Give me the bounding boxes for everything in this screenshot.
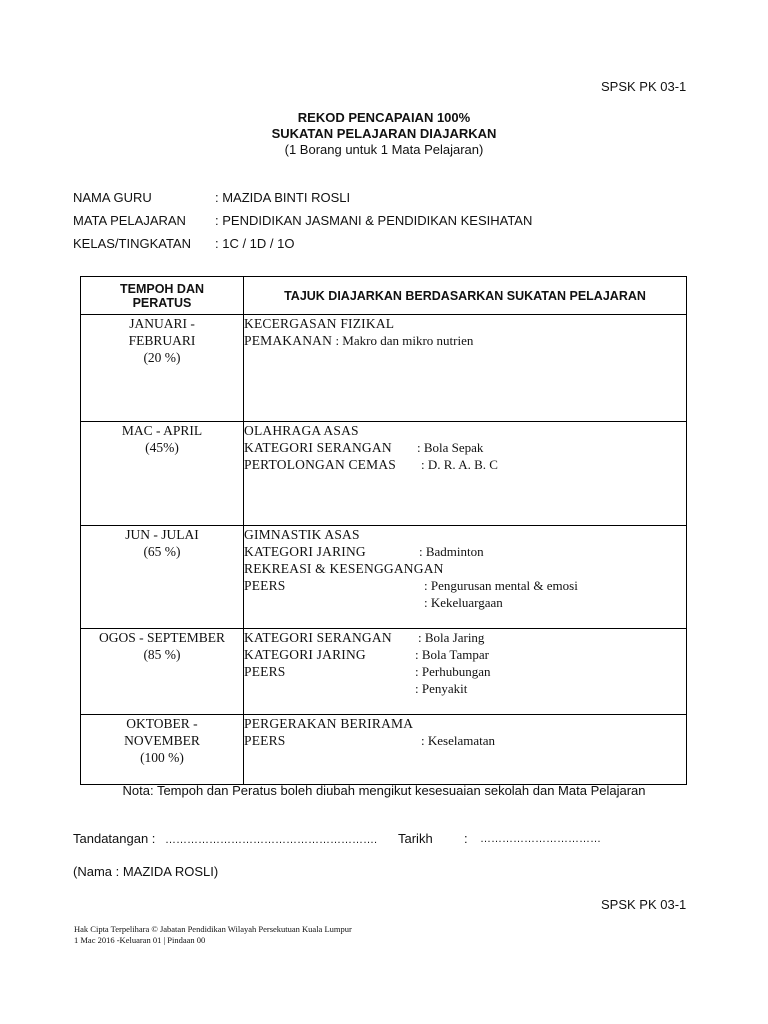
teacher-value: : MAZIDA BINTI ROSLI <box>215 190 351 205</box>
teacher-label: NAMA GURU <box>73 190 152 205</box>
subject-value: : PENDIDIKAN JASMANI & PENDIDIKAN KESIHATAN <box>215 213 533 228</box>
table-row <box>81 526 687 629</box>
topic-heading: GIMNASTIK ASAS <box>244 527 360 542</box>
table-row <box>81 315 687 422</box>
topic-line <box>244 456 686 473</box>
period-line-1: OKTOBER - <box>126 716 198 731</box>
period-name: OGOS - SEPTEMBER <box>98 630 225 645</box>
header-period-line-2: PERATUS <box>132 295 192 310</box>
topic-line <box>244 594 686 611</box>
topic-line <box>244 663 686 680</box>
topic-line <box>244 315 686 332</box>
teacher-row <box>73 190 350 205</box>
topic-line <box>244 629 686 646</box>
class-row <box>73 236 294 251</box>
topic-line <box>244 646 686 663</box>
topic-line <box>244 543 686 560</box>
topic-value: : Penyakit <box>415 681 468 696</box>
topic-line <box>244 439 686 456</box>
title-line-1: REKOD PENCAPAIAN 100% <box>297 110 471 125</box>
period-cell <box>81 715 244 785</box>
table-row <box>81 422 687 526</box>
period-cell <box>81 526 244 629</box>
topic-label: KATEGORI SERANGAN <box>244 440 392 455</box>
topic-heading: KECERGASAN FIZIKAL <box>244 316 395 331</box>
topics-cell <box>244 715 687 785</box>
topic-line <box>244 680 686 697</box>
topic-value: : Badminton <box>419 544 484 559</box>
topic-value: : Bola Jaring <box>418 630 485 645</box>
topic-value: : Bola Sepak <box>417 440 484 455</box>
syllabus-table <box>80 276 687 785</box>
signature-line: …………………………………………………. <box>165 834 378 846</box>
period-cell <box>81 315 244 422</box>
period-cell <box>81 629 244 715</box>
header-topics: TAJUK DIAJARKAN BERDASARKAN SUKATAN PELAJARAN <box>244 277 687 315</box>
topic-label: PEERS <box>244 733 286 748</box>
topic-label: KATEGORI SERANGAN <box>244 630 392 645</box>
topic-line <box>244 732 686 749</box>
period-percent: (85 %) <box>143 647 181 662</box>
signature-label: Tandatangan : <box>73 831 156 846</box>
period-line-2: FEBRUARI <box>128 333 196 348</box>
period-percent: (100 %) <box>140 750 184 765</box>
subject-row <box>73 213 532 228</box>
topic-line <box>244 422 686 439</box>
topic-line <box>244 526 686 543</box>
topics-cell <box>244 422 687 526</box>
period-name: JUN - JULAI <box>125 527 199 542</box>
topic-heading: REKREASI & KESENGGANGAN <box>244 561 444 576</box>
topic-label: KATEGORI JARING <box>244 647 366 662</box>
topic-line <box>244 332 686 349</box>
class-value: : 1C / 1D / 1O <box>215 236 295 251</box>
copyright-footer <box>74 924 352 946</box>
topic-line <box>244 577 686 594</box>
date-line: …………………………… <box>480 833 601 845</box>
topic-heading: OLAHRAGA ASAS <box>244 423 359 438</box>
document-code-bottom: SPSK PK 03-1 <box>601 897 687 912</box>
period-percent: (20 %) <box>143 350 181 365</box>
subject-label: MATA PELAJARAN <box>73 213 186 228</box>
header-period-line-1: TEMPOH DAN <box>119 281 205 296</box>
date-label: Tarikh <box>398 831 433 846</box>
period-cell <box>81 422 244 526</box>
topics-cell <box>244 315 687 422</box>
period-name: MAC - APRIL <box>121 423 203 438</box>
header-period <box>81 277 244 315</box>
period-line-2: NOVEMBER <box>124 733 200 748</box>
topic-value: : Keselamatan <box>421 733 495 748</box>
period-percent: (65 %) <box>143 544 181 559</box>
topic-value: : Kekeluargaan <box>424 595 503 610</box>
topic-value: : D. R. A. B. C <box>421 457 498 472</box>
topic-label: PEMAKANAN <box>244 333 333 348</box>
footer-line-1: Hak Cipta Terpelihara © Jabatan Pendidikan Wilayah Persekutuan Kuala Lumpur <box>74 924 352 934</box>
topic-label: PEERS <box>244 578 286 593</box>
topic-value: : Bola Tampar <box>415 647 489 662</box>
document-code-top: SPSK PK 03-1 <box>601 79 687 94</box>
table-header-row <box>81 277 687 315</box>
topic-value: : Perhubungan <box>415 664 491 679</box>
date-colon: : <box>464 831 468 846</box>
topic-line <box>244 560 686 577</box>
footer-line-2: 1 Mac 2016 -Keluaran 01 | Pindaan 00 <box>74 935 206 945</box>
topic-heading: PERGERAKAN BERIRAMA <box>244 716 414 731</box>
topic-label: PEERS <box>244 664 286 679</box>
topic-label: PERTOLONGAN CEMAS <box>244 457 396 472</box>
topic-label: KATEGORI JARING <box>244 544 366 559</box>
topics-cell <box>244 526 687 629</box>
period-line-1: JANUARI - <box>129 316 195 331</box>
topic-value: : Pengurusan mental & emosi <box>424 578 578 593</box>
table-note: Nota: Tempoh dan Peratus boleh diubah mengikut kesesuaian sekolah dan Mata Pelajaran <box>122 783 646 798</box>
period-percent: (45%) <box>145 440 179 455</box>
name-line: (Nama : MAZIDA ROSLI) <box>73 864 219 879</box>
signature-row <box>73 831 377 846</box>
topics-cell <box>244 629 687 715</box>
table-row <box>81 629 687 715</box>
topic-value: : Makro dan mikro nutrien <box>335 333 474 348</box>
title-line-2: SUKATAN PELAJARAN DIAJARKAN <box>271 126 497 141</box>
class-label: KELAS/TINGKATAN <box>73 236 191 251</box>
topic-line <box>244 715 686 732</box>
table-row <box>81 715 687 785</box>
title-line-3: (1 Borang untuk 1 Mata Pelajaran) <box>284 142 484 157</box>
